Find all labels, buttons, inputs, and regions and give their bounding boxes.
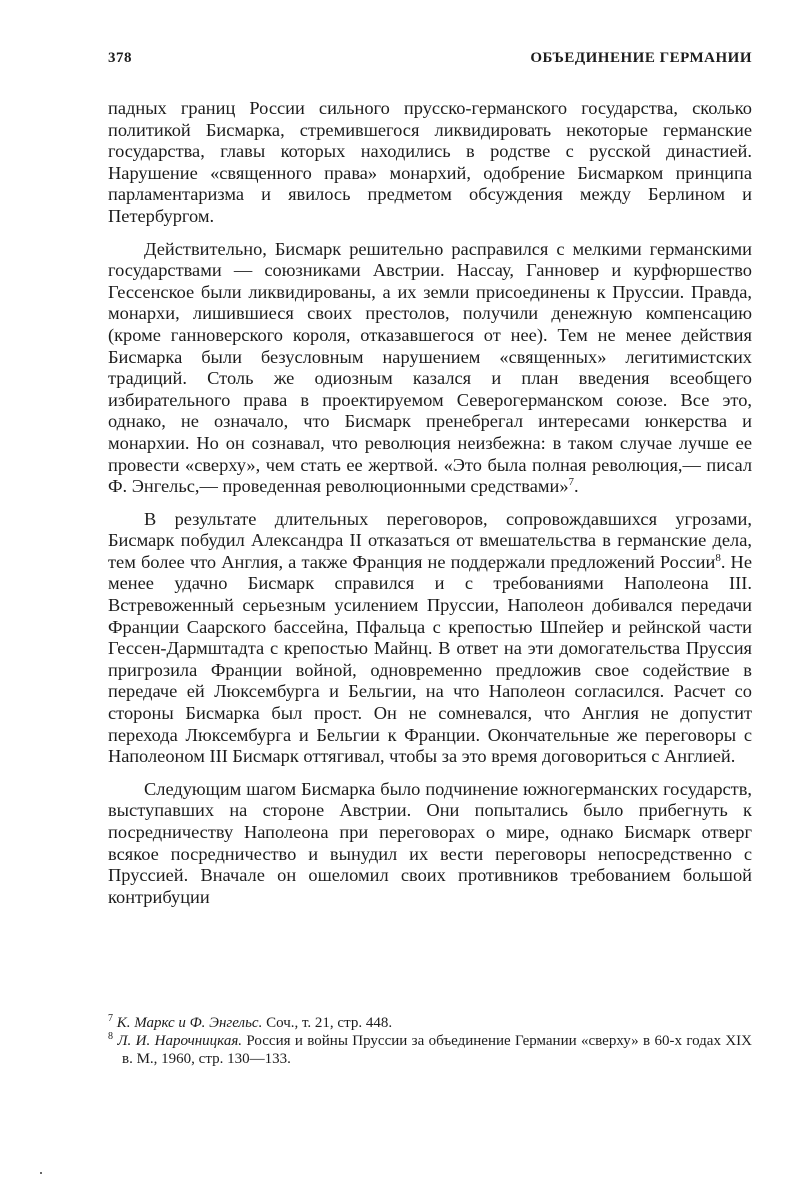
scan-speck xyxy=(40,1172,42,1174)
paragraph-3 xyxy=(108,509,752,768)
footnote-8 xyxy=(108,1032,752,1068)
footnote-7-number: 7 xyxy=(108,1013,113,1024)
paragraph-1 xyxy=(108,98,752,228)
paragraph-2-text: Действительно, Бисмарк решительно расправился с мелкими германскими государствами — союзниками Австрии. Нассау, Ганновер и курфюршество Гессенское были ликвидированы, а их земли присоединены к Пруссии. Правда, монархи, лишившиеся своих престолов, получили денежную компенсацию (кроме ганноверского короля, отказавшегося от нее). Тем не менее действия Бисмарка были безусловным нарушением «священных» легитимистских традиций. Столь же одиозным казался и план введения всеобщего избирательного права в проектируемом Северогерманском союзе. Все это, однако, не означало, что Бисмарк пренебрегал интересами юнкерства и монархии. Но он сознавал, что революция неизбежна: в таком случае лучше ее провести «сверху», чем стать ее жертвой. «Это была полная революция,— писал Ф. Энгельс,— проведенная революционными средствами» xyxy=(108,238,752,497)
footnote-7-text: Соч., т. 21, стр. 448. xyxy=(262,1015,393,1031)
footnote-7 xyxy=(108,1014,752,1032)
footnote-ref-7[interactable]: 7 xyxy=(568,475,575,488)
footnotes xyxy=(108,1014,752,1068)
page-number: 378 xyxy=(108,50,132,66)
paragraph-3-text-a: В результате длительных переговоров, сопровождавшихся угрозами, Бисмарк побудил Александра II отказаться от вмешательства в германские дела, тем более что Англия, а также Франция не поддержали предложений России xyxy=(108,508,752,572)
paragraph-4-text: Следующим шагом Бисмарка было подчинение южногерманских государств, выступавших на стороне Австрии. Они попытались было прибегнуть к посредничеству Наполеона при переговорах о мире, однако Бисмарк отверг всякое посредничество и вынудил их вести переговоры непосредственно с Пруссией. Вначале он ошеломил своих противников требованием большой контрибуции xyxy=(108,778,752,907)
paragraph-3-text-b: . Не менее удачно Бисмарк справился и с требованиями Наполеона III. Встревоженный серьезным усилением Пруссии, Наполеон добивался передачи Франции Саарского бассейна, Пфальца с крепостью Шпейер и рейнской части Гессен-Дармштадта с крепостью Майнц. В ответ на эти домогательства Пруссия пригрозила Франции войной, одновременно предложив свое содействие в передаче ей Люксембурга и Бельгии, на что Наполеон согласился. Расчет со стороны Бисмарка был прост. Он не сомневался, что Англия не допустит перехода Люксембурга и Бельгии к Франции. Окончательные же переговоры с Наполеоном III Бисмарк оттягивал, чтобы за это время договориться с Англией. xyxy=(108,551,753,767)
footnote-8-text: Россия и войны Пруссии за объединение Германии «сверху» в 60-х годах XIX в. М., 1960, стр. 130—133. xyxy=(122,1033,753,1067)
running-header xyxy=(108,50,752,74)
paragraph-2: Действительно, Бисмарк решительно расправился с мелкими германскими государствами — союзниками Австрии. Нассау, Ганновер и курфюршество Гессенское были ликвидированы, а их земли присоединены к Пруссии. Правда, монархи, лишившиеся своих престолов, получили денежную компенсацию (кроме ганноверского короля, отказавшегося от нее). Тем не менее действия Бисмарка были безусловным нарушением «священных» легитимистских традиций. Столь же одиозным казался и план введения всеобщего избирательного права в проектируемом Северогерманском союзе. Все это, однако, не означало, что Бисмарк пренебрегал интересами юнкерства и монархии. Но он сознавал, что революция неизбежна: в таком случае лучше ее провести «сверху», чем стать ее жертвой. «Это была полная революция,— писал Ф. Энгельс,— проведенная революционными средствами»$^7$. xyxy=(108,238,752,497)
footnote-7-authors: К. Маркс и Ф. Энгельс. xyxy=(116,1015,263,1031)
paragraph-1-text: падных границ России сильного прусско-германского государства, сколько политикой Бисмарка, стремившегося ликвидировать некоторые германские государства, главы которых находились в родстве с русской династией. Нарушение «священного права» монархий, одобрение Бисмарком принципа парламентаризма и явилось предметом обсуждения между Берлином и Петербургом. xyxy=(108,98,752,226)
main-text xyxy=(108,98,752,919)
footnote-8-number: 8 xyxy=(108,1031,113,1042)
footnote-8-authors: Л. И. Нарочницкая. xyxy=(117,1033,243,1049)
paragraph-4 xyxy=(108,779,752,909)
footnote-ref-8[interactable]: 8 xyxy=(715,551,721,564)
running-title: ОБЪЕДИНЕНИЕ ГЕРМАНИИ xyxy=(530,50,752,66)
